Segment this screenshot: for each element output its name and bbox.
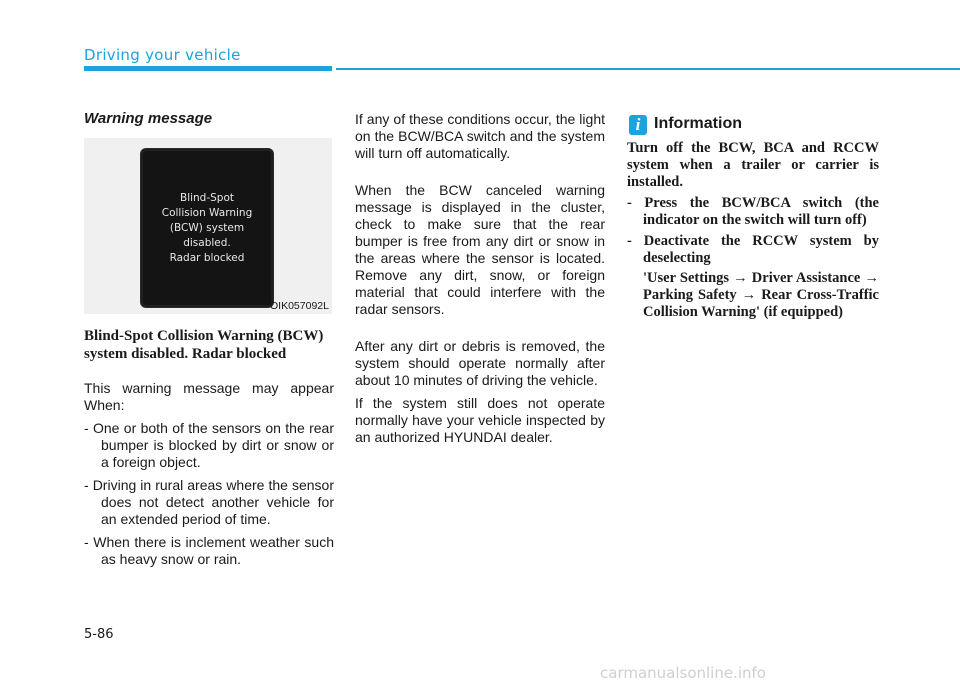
information-header [627, 114, 879, 138]
message-title: Blind-Spot Collision Warning (BCW) system disabled. Radar blocked [84, 328, 324, 362]
settings-path: 'User Settings → Driver Assistance → Parking Safety → Rear Cross-Traffic Collision Warning' (if equipped) [643, 270, 879, 320]
page-number: 5-86 [84, 627, 114, 642]
information-body [627, 140, 879, 325]
list-item: - Driving in rural areas where the sensor does not detect another vehicle for an extended period of time. [84, 477, 334, 527]
conditions-list [84, 420, 334, 568]
list-item: - One or both of the sensors on the rear bumper is blocked by dirt or snow or a foreign object. [84, 420, 334, 470]
paragraph: When the BCW canceled warning message is displayed in the cluster, check to make sure that the rear bumper is free from any dirt or snow in the areas where the sensor is located. Remove any dirt, snow, or foreign material that could interfere with the radar sensors. [355, 182, 605, 317]
list-item [627, 233, 879, 321]
header-divider-line [336, 68, 960, 70]
cluster-screen [140, 148, 274, 308]
left-column-body [84, 380, 334, 574]
intro-paragraph: This warning message may appear When: [84, 380, 334, 413]
warning-message-heading: Warning message [84, 110, 213, 127]
middle-column-body [355, 111, 605, 466]
list-item: - When there is inclement weather such as heavy snow or rain. [84, 534, 334, 567]
header-accent-bar [84, 66, 332, 71]
cluster-display-figure [84, 138, 332, 314]
information-title: Information [654, 115, 742, 132]
information-list [627, 195, 879, 321]
watermark: carmanualsonline.info [600, 664, 766, 682]
paragraph: If any of these conditions occur, the light on the BCW/BCA switch and the system will turn off automatically. [355, 111, 605, 161]
figure-code: OIK057092L [270, 300, 329, 312]
cluster-screen-text: Blind-Spot Collision Warning (BCW) system disabled. Radar blocked [161, 192, 253, 264]
paragraph: After any dirt or debris is removed, the system should operate normally after about 10 minutes of driving the vehicle. [355, 338, 605, 388]
information-icon: i [629, 115, 647, 135]
information-intro: Turn off the BCW, BCA and RCCW system when a trailer or carrier is installed. [627, 140, 879, 190]
section-header-title: Driving your vehicle [84, 46, 241, 64]
list-item: - Press the BCW/BCA switch (the indicator on the switch will turn off) [627, 195, 879, 228]
list-item-text: - Deactivate the RCCW system by deselecting [627, 233, 879, 266]
paragraph: If the system still does not operate normally have your vehicle inspected by an authorized HYUNDAI dealer. [355, 395, 605, 445]
